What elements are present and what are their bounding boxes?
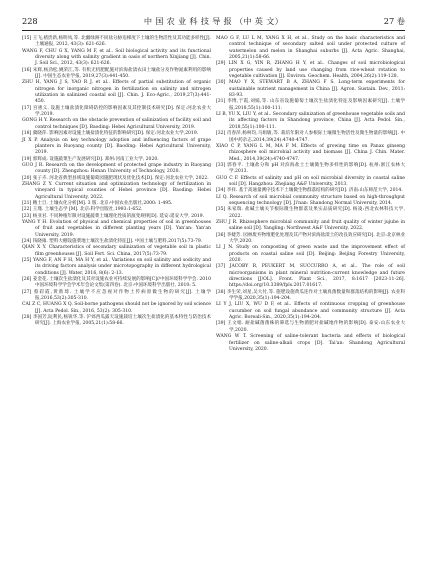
reference-entry: [15] 王飞,褚贵新,杨明凤,等. 北疆绿洲不同盐分胁迫梯度下土壤的生物活性及其功能多样性[J]. 土壤通报, 2012, 43(3): 621-626. <box>22 36 211 48</box>
reference-entry: WANG W T. Screening of saline-tolerant bacteria and effects of biological fertilizer on saline-alkali crops [D]. Tai'an: Shandong Agricultural University, 2020. <box>216 334 405 352</box>
reference-entry: WANG F, CHU G X, YANG M F, et al.. Soil biological activity and its functional diversity along with salinity gradient in oasis of northern Xinjiang [J]. Chin. J. Soil Sci., 2012, 43(3): 621-626. <box>22 48 211 67</box>
reference-entry: CAI Z C, HUANG X Q. Soil-borne pathogens should not be ignored by soil science [J]. Acta Pedol. Sin., 2016, 53(2): 305-310. <box>22 302 211 314</box>
reference-entry: GONG H Y. Research on the obstacle prevention of salinization of facility soil and control techniques [D]. Baoding: Hebei Agricultural University, 2019. <box>22 118 211 130</box>
reference-entry: [26] 姜金花. 土壤次生盐渍化及其对设施农业可持续发展的影响[C]//中国环境科学学会. 2010 中国环境科学学会学术年会论文集(第四卷). 北京:中国环境科学出版社, 2010: 5. <box>22 277 211 289</box>
reference-entry: GUO J R. Research on the development of protected grape industry in Ruoyang county [D]. Zhengzhou: Henan University of Technology, 2020. <box>22 162 211 175</box>
reference-entry: [18] 冀晓萍. 影响因素对设施土壤盐渍化特征的影响研究[D]. 保定:河北农业大学,2019. <box>22 131 199 137</box>
reference-entry: [25] YANG F, AN F H, MA H Y, et al.. Variations on soil salinity and sodicity and its driving factors analysis under microtopography in different hydrological conditions [J]. Water, 2016, 8(6): 2-13. <box>22 258 211 276</box>
reference-entry: GUO C F. Effects of salinity and pH on soil microbial diversity in coastal saline soil [D]. Hangzhou: Zhejiang A&F University, 2013. <box>216 175 405 187</box>
reference-entry: XIAO C P, YANG L M, MA F M. Effects of growing time on Panax ginseng rhizosphere soil microbial activity and biomass [J]. China J. Chin. Mater. Med., 2014,39(24):4740-4747. <box>216 143 405 162</box>
references-left-column <box>22 36 211 328</box>
reference-entry: LI Q. Research of soil microbial community structure based on high-throughput sequencing technology [D]. Ji'nan: Shandong Normal University, 2014. <box>216 194 405 206</box>
reference-entry: [38] 李生荣,刘星,吴大付,等. 施肥设施黄瓜连作对土壤真菌数量和群落结构的影响[J]. 农业科学学报,2020,35(1):194-204. <box>216 289 405 302</box>
reference-entry: QIAN X Y. Characteristics of secondary salinization of vegetable soil in plastic film greenhouses [J]. Soil Fert. Sci. China, 2017(5):73-79. <box>22 245 211 257</box>
running-header <box>22 12 405 31</box>
reference-entry: [22] 王瑾. 土壤生态学 [M]. 北京:科学出版社,1993:1-652. <box>22 207 143 213</box>
reference-entry: [39] 王文娟. 耐盐碱菌菌株的筛选与生物菌肥对盐碱地作物的影响[D]. 泰安:山东农业大学,2020. <box>216 321 405 333</box>
reference-entry: ZHU J R. Rhizosphere microbial community and fruit quality of winter jujube in saline soil [D]. Yangling: Northwest A&F University, 2022. <box>216 219 405 232</box>
reference-entry: [28] 李国芳,阮利民,杨锐华,等. 沪郊西瓜露天设施栽培土壤次生盐渍化的基本特性与防治技术研究[J]. 上海农业学报, 2005,21(1):58-66. <box>22 315 211 327</box>
reference-entry: [20] 张子卉. 河北省典型县域设施葡萄园施肥现状及优化技术[D]. 保定:河北农业大学, 2022. <box>22 175 209 181</box>
reference-entry: MAO G F, LU L M, YANG X H, et al.. Study on the basic characteristics and control technique of secondary salted soil under protected culture of watermelon and melon in Shanghai suburbs [J]. Acta Agric. Shanghai, 2005,21(1):58-66. <box>216 36 405 61</box>
reference-entry: [30] MAO Y X, STEWART B A, ZHANG F S. Long-term experiments for sustainable nutrient management in China [J]. Agron. Sustain. Dev., 2011: 83-93. <box>216 80 405 99</box>
reference-entry: [29] LIN X G, YIN R, ZHANG H Y, et al.. Changes of soil microbiological properties caused by land use changing from rice-wheat rotation to vegetable cultivation [J]. Environ. Geochem. Health, 2004,26(2):119-128. <box>216 61 405 80</box>
reference-entry: [23] 杨亚君. 不同种植年限对设施蔬菜土壤理化性质的演变规律[D]. 延安:延安大学, 2019. <box>22 213 205 219</box>
reference-entry: [36] 李婕芳. 园林废弃物堆肥化处理及其产物对滨海盐渍土的改良效应研究[D]. 北京:北京林业大学,2020. <box>216 232 405 244</box>
volume-label: 27 卷 <box>383 16 405 26</box>
reference-entry: [16] 朱辉,杨劲松,姚荣江,等. 有机无机肥配施对滨海盐渍农田土壤盐分及作物氮素利用的影响[J]. 中国生态农业学报, 2019,27(3):441-450. <box>22 67 211 80</box>
reference-entry: ZHANG Z Y. Current situation and optimization technology of fertilization in vineyard in typical counties of Hebei province [D]. Baoding: Hebei Agricultural University, 2022. <box>22 181 211 200</box>
reference-entry: LI B, YU X, LIU Y, et al.. Secondary salinization of greenhouse vegetable soils and its affecting factors in Shandong province, China [J]. Acta Pedol. Sin., 2018,55(1):100-111. <box>216 112 405 130</box>
journal-title: 中 国 农 业 科 技 导 报 （中 英 文） <box>143 16 284 26</box>
reference-entry: [33] 郭春平. 土壤盐分和 pH 对滨海盐土土壤微生物多样性的影响[D]. 杭州:浙江农林大学,2013. <box>216 162 405 175</box>
reference-entry: [32] 肖春萍,杨柯均,马娟敏,等. 栽培年限对人参根际土壤微生物活性及微生物量的影响[J]. 中国中药杂志,2014,39(24):4740-4747. <box>216 131 405 143</box>
reference-entry: [24] 钱晓雍. 塑料大棚设施菜地土壤次生盐渍化特征[J]. 中国土壤与肥料,2017(5):73-79. <box>22 239 203 244</box>
reference-entry: [19] 郭辉成. 设施蔬菜生产发展研究[D]. 郑州:河南工业大学, 2020. <box>22 156 159 162</box>
reference-entry: LI Y J, LIU X, WU D F, et al.. Effects of continuous cropping of greenhouse cucumber on soil fungal abundance and community structure [J]. Acta Agric. Boreali-Sin., 2020,35(1):194-204. <box>216 302 405 321</box>
reference-entry: [37] JACOBY R, PEUKERT M, SUCCURRO A, et al.. The role of soil microorganisms in plant mineral nutrition-current knowledge and future directions [J/OL]. Front. Plant Sci., 2017, 8:1617 [2023-11-26]. https://doi.org/10.3389/fpls.2017.01617. <box>216 264 405 289</box>
reference-entry: [17] 宫惠义. 设施土壤盐渍化障碍防控的影响因素及其控制技术研究[D]. 保定:河北农业大学,2019. <box>22 105 211 118</box>
page-number: 228 <box>22 16 38 26</box>
reference-entry: ZHU H, YANG J S, YAO R J, et al.. Effects of partial substitution of organic nitrogen for inorganic nitrogen in fertilization on salinity and nitrogen utilization in salinized coastal soil [J]. Chin. J. Eco-Agric., 2019,27(3):441-450. <box>22 80 211 105</box>
reference-entry: JI X P. Analysis on key technology adoption and influencing factors of grape planters in Ruoyang county [D]. Baoding: Hebei Agricultural University, 2019. <box>22 137 211 156</box>
references-right-column <box>216 36 405 353</box>
reference-entry: [34] 李祥. 基于高通量测序技术下土壤微生物群落结构的研究[D]. 济南:山东师范大学, 2014. <box>216 188 403 194</box>
reference-entry: [31] 李博,于霞,刘嫣,等. 山东省设施葡萄土壤次生盐渍化特征及影响因素研究[J]. 土壤学报,2018,55(1):100-111. <box>216 99 405 111</box>
reference-entry: LI J N. Study on composting of green waste and the improvement effect of products on coastal saline soil [D]. Beijing: Beijing Forestry University, 2020. <box>216 245 405 264</box>
reference-entry: [27] 蔡彩霞,黄新琦. 土壤学不应忽视对作物土传病原微生物的研究[J]. 土壤学报,2016,53(2):305-310. <box>22 289 211 302</box>
reference-entry: [21] 鲍士旦. 土壤农化分析[M]. 3 版. 北京:中国农业出版社,2000: 1-495. <box>22 200 173 206</box>
reference-entry: [35] 朱家瑞. 盐碱土壤关节根际微生物群落及果实品质研究[D]. 杨凌:西北农林科技大学, 2022. <box>216 207 405 219</box>
reference-entry: YANG Y H. Evolution of physical and chemical properties of soil in greenhouses of fruit and vegetables in different planting years [D]. Yan'an: Yan'an University, 2019. <box>22 219 211 238</box>
